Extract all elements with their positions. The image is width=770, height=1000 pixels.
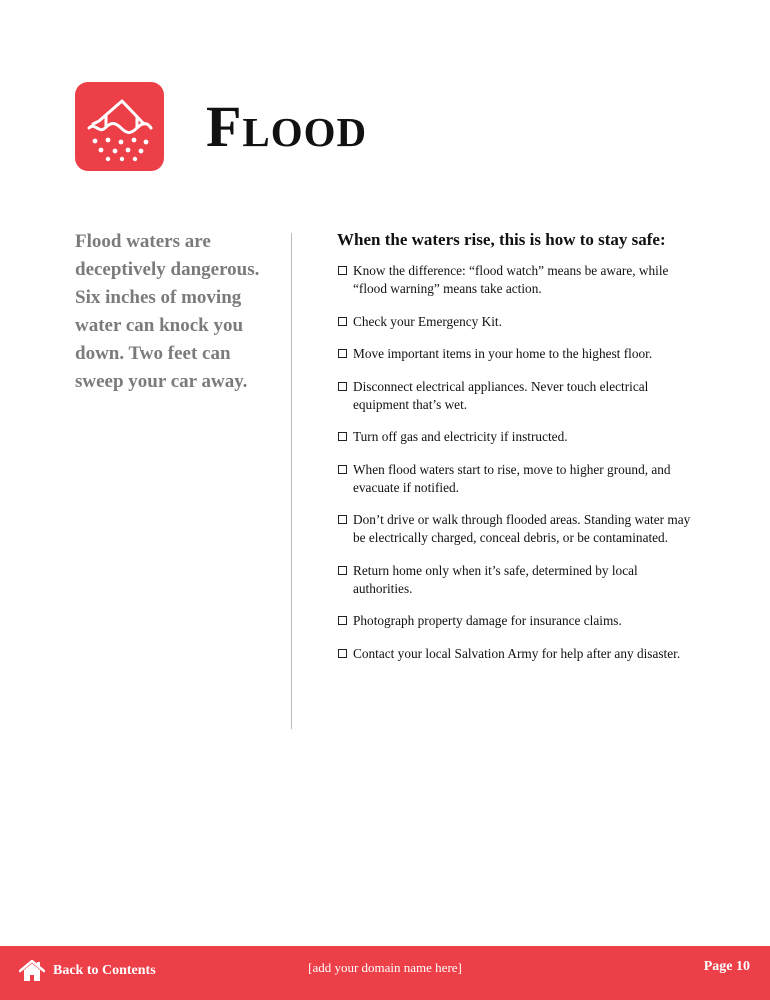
checkbox[interactable] [338, 566, 347, 575]
checklist-item[interactable] [337, 262, 697, 298]
checklist-item-text: When flood waters start to rise, move to higher ground, and evacuate if notified. [353, 461, 671, 495]
checklist-item[interactable] [337, 378, 697, 414]
column-divider [291, 233, 292, 729]
checklist-item-text: Turn off gas and electricity if instructed. [353, 429, 568, 444]
flood-icon [75, 82, 164, 171]
checklist-item[interactable] [337, 562, 697, 598]
checkbox[interactable] [338, 349, 347, 358]
back-to-contents-label: Back to Contents [53, 963, 156, 978]
checkbox[interactable] [338, 382, 347, 391]
checklist-item[interactable] [337, 345, 697, 363]
checklist-item[interactable] [337, 612, 697, 630]
checklist-item-text: Move important items in your home to the highest floor. [353, 346, 653, 361]
checklist-item[interactable] [337, 428, 697, 446]
checkbox[interactable] [338, 616, 347, 625]
checkbox[interactable] [338, 432, 347, 441]
domain-placeholder: [add your domain name here] [308, 960, 462, 975]
checkbox[interactable] [338, 317, 347, 326]
checklist-item[interactable] [337, 461, 697, 497]
page-title: Flood [206, 94, 368, 159]
checkbox[interactable] [338, 649, 347, 658]
page-number: Page 10 [703, 959, 750, 974]
checkbox[interactable] [338, 465, 347, 474]
checklist-item[interactable] [337, 645, 697, 663]
checklist-item-text: Return home only when it’s safe, determined by local authorities. [353, 562, 638, 596]
checklist-item-text: Disconnect electrical appliances. Never touch electrical equipment that’s wet. [353, 378, 649, 412]
checklist-item-text: Don’t drive or walk through flooded areas. Standing water may be electrically charged, conceal debris, or be contaminated. [353, 512, 691, 545]
checkbox[interactable] [338, 266, 347, 275]
checklist-item-text: Know the difference: “flood watch” means be aware, while “flood warning” means take action. [353, 263, 669, 296]
checkbox[interactable] [338, 515, 347, 524]
footer-bar [0, 946, 770, 1000]
checklist-item[interactable] [337, 511, 697, 547]
checklist-item[interactable] [337, 313, 697, 331]
checklist-heading: When the waters rise, this is how to stay safe: [337, 230, 666, 249]
checklist-item-text: Check your Emergency Kit. [353, 313, 502, 329]
intro-callout: Flood waters are deceptively dangerous. Six inches of moving water can knock you down. Two feet can sweep your car away. [75, 231, 260, 392]
checklist-item-text: Photograph property damage for insurance claims. [353, 613, 622, 628]
safety-checklist [337, 262, 697, 677]
checklist-item-text: Contact your local Salvation Army for help after any disaster. [353, 645, 681, 661]
